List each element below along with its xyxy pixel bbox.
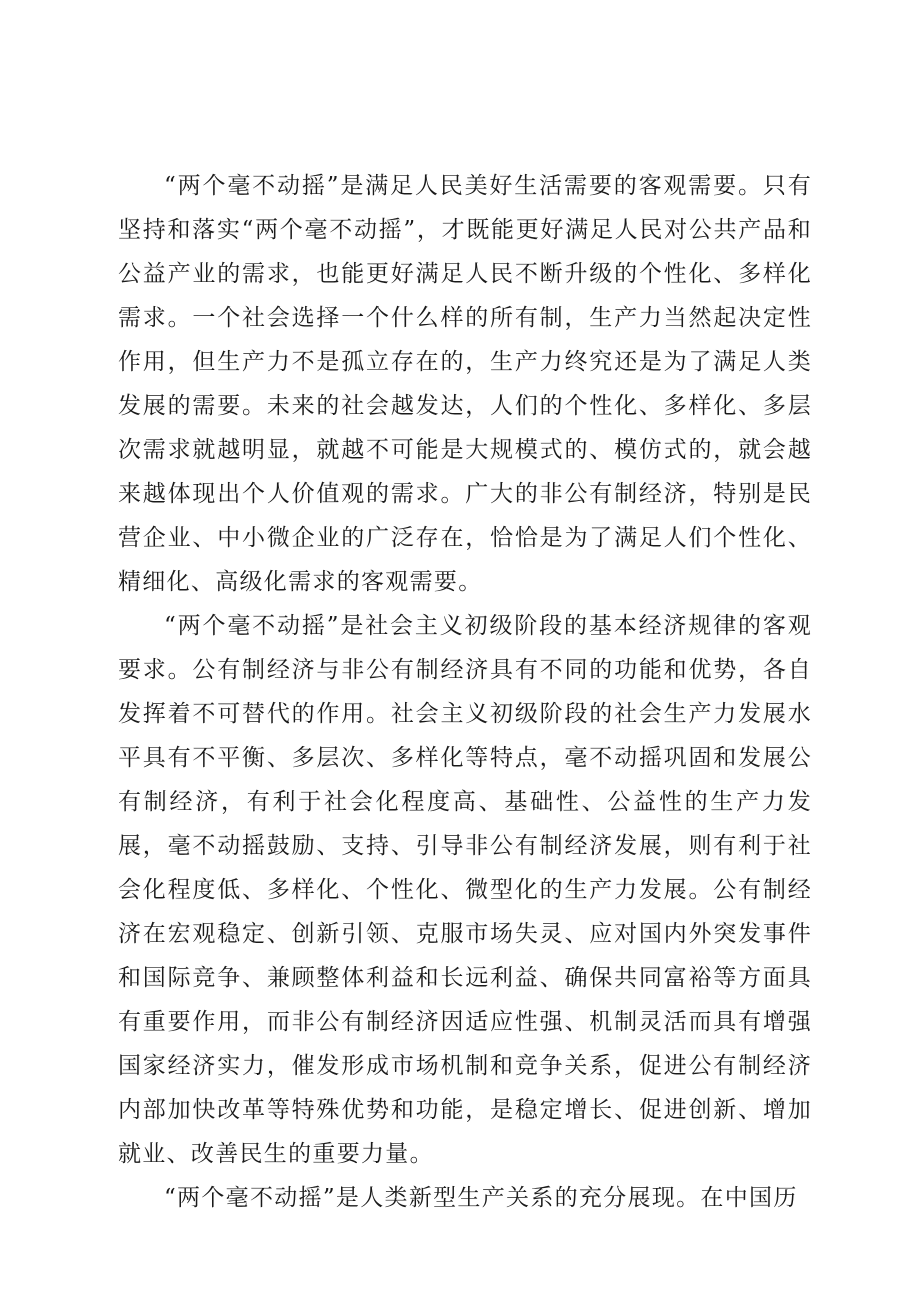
document-body [118, 164, 812, 1220]
paragraph-1: “两个毫不动摇”是满足人民美好生活需要的客观需要。只有坚持和落实“两个毫不动摇”，才既能更好满足人民对公共产品和公益产业的需求，也能更好满足人民不断升级的个性化、多样化需求。一个社会选择一个什么样的所有制，生产力当然起决定性作用，但生产力不是孤立存在的，生产力终究还是为了满足人类发展的需要。未来的社会越发达，人们的个性化、多样化、多层次需求就越明显，就越不可能是大规模式的、模仿式的，就会越来越体现出个人价值观的需求。广大的非公有制经济，特别是民营企业、中小微企业的广泛存在，恰恰是为了满足人们个性化、精细化、高级化需求的客观需要。 [118, 173, 812, 595]
paragraph-2: “两个毫不动摇”是社会主义初级阶段的基本经济规律的客观要求。公有制经济与非公有制经济具有不同的功能和优势，各自发挥着不可替代的作用。社会主义初级阶段的社会生产力发展水平具有不平衡、多层次、多样化等特点，毫不动摇巩固和发展公有制经济，有利于社会化程度高、基础性、公益性的生产力发展，毫不动摇鼓励、支持、引导非公有制经济发展，则有利于社会化程度低、多样化、个性化、微型化的生产力发展。公有制经济在宏观稳定、创新引领、克服市场失灵、应对国内外突发事件和国际竞争、兼顾整体利益和长远利益、确保共同富裕等方面具有重要作用，而非公有制经济因适应性强、机制灵活而具有增强国家经济实力，催发形成市场机制和竞争关系，促进公有制经济内部加快改革等特殊优势和功能，是稳定增长、促进创新、增加就业、改善民生的重要力量。 [118, 613, 812, 1167]
paragraph-3: “两个毫不动摇”是人类新型生产关系的充分展现。在中国历 [164, 1185, 798, 1211]
